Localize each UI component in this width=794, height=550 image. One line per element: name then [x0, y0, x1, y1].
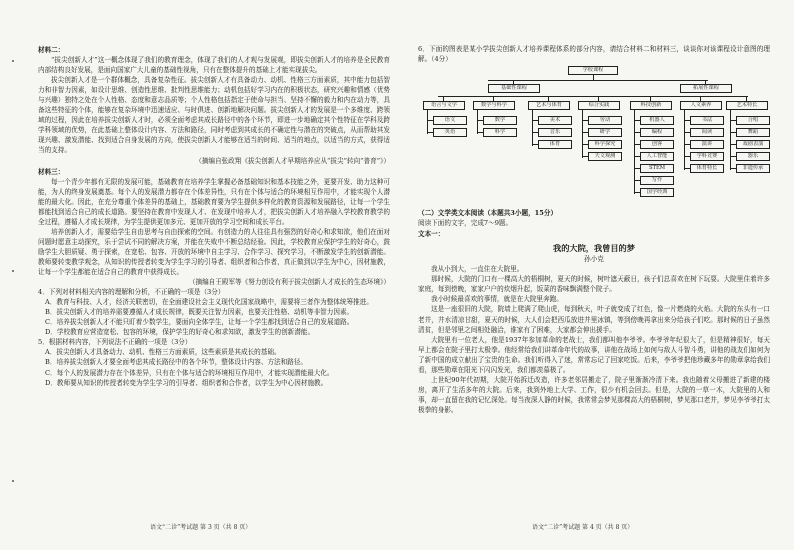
tree-leaf-node: 数学 [483, 116, 517, 125]
tree-level2-node: 语言与文学 [423, 101, 465, 110]
curriculum-tree-diagram [418, 66, 770, 204]
tree-leaf-node: 劳动 [588, 116, 622, 125]
left-page [38, 44, 390, 388]
tree-leaf-node: STEM [640, 164, 674, 173]
connector-line [427, 110, 428, 134]
tree-leaf-node: 音乐 [538, 128, 572, 137]
tree-leaf-node: 科学探究 [588, 140, 622, 149]
tree-leaf-node: 体育 [538, 140, 572, 149]
tree-root-node: 学校课程 [568, 66, 618, 75]
connector-line [488, 80, 708, 81]
option-d: D．学校教育应营造宽松、包容的环境，保护学生的好奇心和求知欲，激发学生的创新潜能。 [45, 328, 315, 337]
option-a: A．教育与科技、人才，经济关联密切，在全面建设社会主义现代化国家战略中，需要将三者作为整体统筹推进。 [45, 298, 373, 307]
tree-leaf-node: 戏剧表演 [736, 140, 770, 149]
tree-leaf-node: 创客 [640, 140, 674, 149]
tree-leaf-node: 编程 [640, 128, 674, 137]
tree-leaf-node: 合唱 [736, 116, 770, 125]
tree-leaf-node: 美术 [538, 116, 572, 125]
tree-leaf-node: 英语 [433, 128, 467, 137]
connector-line [532, 110, 533, 146]
tree-leaf-node: 体育特长 [690, 164, 724, 173]
paragraph: 大院里有一位老人，他是1937年参加革命的老战士，我们都叫他李爷爷。李爷爷年纪很大了，但是精神很好，每天早上都会在院子里打太极拳。他经常给我们讲革命年代的故事，讲他在战场上如何与敌人斗智斗勇，讲他的战友们如何为了新中国的成立献出了宝贵的生命。我们听得入了迷，常常忘记了回家吃饭。后来，李爷爷把他珍藏多年的勋章拿给我们看，那些勋章在阳光下闪闪发光，我们都羡慕极了。 [418, 335, 770, 374]
binding-hole [12, 60, 14, 62]
paragraph: 每一个青少年都有无限的发展可能，基础教育在培养学生掌握必备基础知识和基本技能之外，更要开发、助力这种可能，为人的终身发展奠基。每个人的发展潜力都存在个体差异性，只有在个体与适合的环境相互作用中，才能实现个人潜能的最大化。因此，在充分尊重个体差异的基础上，基础教育要为学生提供多样化的教育资源和发展路径，让每一个学生都能找到适合自己的成长道路。要坚持在教育中发现人才、在发现中培养人才，把拔尖创新人才培养融入学校教育教学的全过程，遵循人才成长规律，为学生提供更加多元、更加开放的学习空间和成长平台。 [38, 177, 390, 226]
tree-level2-node: 人文素养 [680, 101, 722, 110]
reading-instruction: 阅读下面的文字，完成7～9题。 [418, 219, 513, 228]
tree-level1-node: 基础性课程 [488, 84, 540, 93]
question-6: 6．下面的图表是某小学拔尖创新人才培养课程体系的部分内容，请结合材料二和材料三，谈谈你对该课程设计意图的理解。（4分） [418, 45, 770, 64]
paragraph: 我小时候最喜欢的事情，就是在大院里奔跑。 [431, 295, 563, 304]
tree-leaf-node: 语文 [433, 116, 467, 125]
tree-leaf-node: 写作 [640, 176, 674, 185]
section-heading: （二）文学类文本阅读（本题共3小题，15分） [418, 209, 558, 218]
tree-level2-node: 科技创新 [630, 101, 672, 110]
tree-level2-node: 综合实践 [578, 101, 620, 110]
binding-hole [12, 480, 14, 482]
option-c: C．培养拔尖创新人才不能只盯着少数学生，要面向全体学生，让每一个学生都找到适合自己的发展道路。 [45, 318, 354, 327]
tree-leaf-node: 科学 [483, 128, 517, 137]
question-4: 4．下列对材料相关内容的理解和分析，不正确的一项是（3分） [38, 288, 225, 297]
option-b: B．培养拔尖创新人才要全面考虑其成长路径中的各个环节，整体设计内容、方法和路径。 [45, 358, 307, 367]
option-b: B．拔尖创新人才的培养需要遵循人才成长规律，既要关注智力因素，也要关注性格、动机等非智力因素。 [45, 308, 354, 317]
connector-line [477, 110, 478, 134]
right-page [418, 44, 770, 415]
connector-line [634, 110, 635, 194]
connector-line [730, 110, 731, 170]
tree-leaf-node: 阅读 [690, 128, 724, 137]
tree-leaf-node: 国学经典 [640, 188, 674, 197]
connector-line [582, 110, 583, 158]
tree-leaf-node: 演讲 [690, 140, 724, 149]
tree-leaf-node: 机器人 [640, 116, 674, 125]
tree-level1-node: 拓展性课程 [680, 84, 732, 93]
story-author: 孙小克 [584, 255, 604, 264]
section-heading: 材料三： [38, 167, 65, 176]
page-footer: 语文“二诊”考试题 第 4 页（共 8 页） [532, 524, 634, 531]
option-a: A．拔尖创新人才具备动力、动机、性格三方面素质，这些素质是其成长的基础。 [45, 348, 281, 357]
section-heading: 材料二： [38, 46, 65, 54]
tree-leaf-node: 研学 [588, 128, 622, 137]
option-c: C．每个人的发展潜力存在个体差异，只有在个体与适合的环境相互作用中，才能实现潜能最大化。 [45, 368, 334, 377]
paragraph: 培养创新人才，需要给学生自由思考与自由探索的空间。有创造力的人往往具有强烈的好奇心和求知欲，他们在面对问题时愿意主动探究，乐于尝试不同的解决方案，并能在失败中不断总结经验。因此，学校教育应保护学生的好奇心，鼓励学生大胆质疑、勇于探索，在宽松、包容、开放的环境中自主学习、合作学习、探究学习，不断激发学生的创新潜能。教师要转变教学观念，从知识的传授者转变为学生学习的引导者、组织者和合作者，真正做到以学生为中心，因材施教，让每一个学生都能在适合自己的教育中获得成长。 [38, 227, 390, 277]
source-citation: （摘编自张政翔《拔尖创新人才早期培养应从“拔尖”转向“普育”》） [195, 156, 390, 165]
tree-level2-node: 艺术与体育 [528, 101, 570, 110]
tree-leaf-node: 舞蹈 [736, 128, 770, 137]
question-5: 5．根据材料内容，下列说法不正确的一项是（3分） [38, 338, 192, 347]
tree-leaf-node: 学科竞赛 [690, 152, 724, 161]
tree-leaf-node: 器乐 [736, 152, 770, 161]
tree-leaf-node: 天文观测 [588, 152, 622, 161]
page-footer: 语文“二诊”考试题 第 3 页（共 8 页） [150, 524, 252, 531]
story-title: 我的大院，我曾目的梦 [553, 243, 635, 254]
text-label: 文本一： [418, 230, 445, 239]
tree-level2-node: 艺术特长 [726, 101, 768, 110]
paragraph: 这是一座很旧的大院，院墙上爬满了爬山虎，每到秋天，叶子就变成了红色，像一片燃烧的火焰。大院的东头有一口老井，井水清凉甘甜，夏天的时候，大人们会把西瓜放进井里冰镇，等到傍晚再拿出来分给孩子们吃。那时候的日子虽然清贫，但是邻里之间相处融洽，谁家有了困难，大家都会伸出援手。 [418, 305, 770, 334]
option-d: D．教师要从知识的传授者转变为学生学习的引导者、组织者和合作者，以学生为中心因材施教。 [45, 378, 328, 387]
paragraph: 上世纪90年代初期，大院开始拆迁改造，许多老邻居搬走了，院子里渐渐冷清下来。我也随着父母搬进了新建的楼房，离开了生活多年的大院。后来，我到外地上大学、工作，很少有机会回去。但是，大院的一草一木，大院里的人和事，却一直留在我的记忆深处。每当夜深人静的时候，我常常会梦见那棵高大的梧桐树，梦见那口老井，梦见李爷爷打太极拳的身影。 [418, 375, 770, 414]
connector-line [684, 110, 685, 170]
tree-leaf-node: 人工智能 [640, 152, 674, 161]
source-citation: （摘编自王殿军等《努力创设有利于拔尖创新人才成长的生态环境》） [188, 278, 390, 287]
tree-leaf-node: 非遗传承 [736, 164, 770, 173]
binding-hole [12, 270, 14, 272]
paragraph: “拔尖创新人才”这一概念体现了我们的教育理念，体现了我们的人才观与发展观，即拔尖创新人才的培养是全民教育内部结构良好发展，是面向国家广大儿童的基础性视角，只有在整体提升的基础上才能实现拔尖。 [38, 56, 390, 75]
paragraph: 我从小到大，一直住在大院里。 [431, 265, 524, 274]
tree-leaf-node: 书法 [690, 116, 724, 125]
connector-line [438, 96, 748, 97]
paragraph: 拔尖创新人才是一个群体概念，具备复杂性征。拔尖创新人才有具备动力、动机、性格三方面素质，其中能力包括智力和非智力因素，如设计思维、创造性思维、批判性思维能力；动机包括好学习内在的积极状态，研究兴趣和情感（优势与兴趣）独特之处在个人性格、态度和意志品质等；个人性格包括指定于使命与担当、坚持不懈的毅力和内在动力等，具备这些特征的个体，能够在复杂环境中迅速适应、与时俱进、创新地解决问题。拔尖创新人才的发展是一个多维度、跨领域的过程，因此在培养拔尖创新人才时，必须全面考虑其成长路径中的各个环节，即进一步地确定其个性特征在学科及跨学科领域的优势，在此基础上整体设计内容、方法和路径，同时考虑到其成长的不确定性与潜在的突破点，从而帮助其发现兴趣、激发潜能、找到适合自身发展的方向，使拔尖创新人才能够在适当的时间、适当的地点，以适当的方式，获得适当的支持。 [38, 76, 390, 155]
tree-level2-node: 数学与科学 [473, 101, 515, 110]
paragraph: 那时候，大院的门口有一棵高大的梧桐树，夏天的时候，树叶遮天蔽日，孩子们总喜欢在树下玩耍。大院里住着许多家庭，每到傍晚，家家户户的炊烟升起，饭菜的香味飘满整个院子。 [418, 275, 770, 294]
